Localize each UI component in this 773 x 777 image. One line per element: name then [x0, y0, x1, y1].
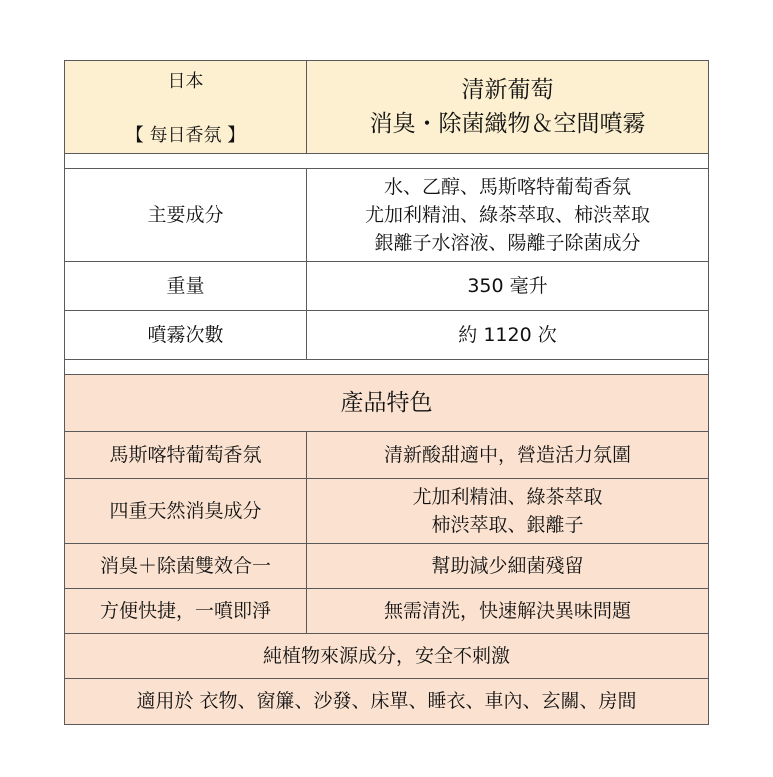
- feature-row: [65, 589, 709, 634]
- product-title-cell: [307, 61, 709, 154]
- feature-name: 四重天然消臭成分: [65, 479, 307, 544]
- usage-row: [65, 679, 709, 725]
- brand-cell: [65, 61, 307, 154]
- product-spec-sheet: [64, 60, 708, 725]
- ingredients-line: 尤加利精油、綠茶萃取、柿渋萃取: [364, 204, 650, 226]
- feature-name: 消臭＋除菌雙效合一: [65, 544, 307, 589]
- plant-note-row: [65, 634, 709, 679]
- feature-description: 清新酸甜適中，營造活力氛圍: [307, 432, 709, 479]
- spacer-cell: [65, 360, 709, 375]
- plant-note: 純植物來源成分，安全不刺激: [65, 634, 709, 679]
- weight-label: 重量: [65, 262, 307, 311]
- feature-description-line: 柿渋萃取、銀離子: [431, 514, 584, 536]
- product-title-line1: 清新葡萄: [461, 77, 554, 103]
- ingredients-value: [307, 169, 709, 262]
- sprays-value: 約 1120 次: [307, 311, 709, 360]
- feature-description: 無需清洗，快速解決異味問題: [307, 589, 709, 634]
- sprays-label: 噴霧次數: [65, 311, 307, 360]
- feature-row: [65, 432, 709, 479]
- features-title-row: [65, 375, 709, 432]
- feature-row: [65, 479, 709, 544]
- ingredients-line: 銀離子水溶液、陽離子除菌成分: [374, 232, 641, 254]
- spacer-cell: [65, 154, 709, 169]
- weight-value: 350 毫升: [307, 262, 709, 311]
- spacer-row: [65, 360, 709, 375]
- spec-table: [64, 60, 709, 725]
- series-label: 【 每日香氛 】: [125, 125, 246, 146]
- origin-label: 日本: [167, 71, 204, 92]
- feature-description-line: 尤加利精油、綠茶萃取: [412, 486, 603, 508]
- sprays-row: [65, 311, 709, 360]
- feature-name: 方便快捷，一噴即淨: [65, 589, 307, 634]
- features-title: 產品特色: [65, 375, 709, 432]
- ingredients-label: 主要成分: [65, 169, 307, 262]
- feature-description: [307, 479, 709, 544]
- ingredients-row: [65, 169, 709, 262]
- header-row: [65, 61, 709, 154]
- feature-description: 幫助減少細菌殘留: [307, 544, 709, 589]
- feature-row: [65, 544, 709, 589]
- weight-row: [65, 262, 709, 311]
- spacer-row: [65, 154, 709, 169]
- ingredients-line: 水、乙醇、馬斯喀特葡萄香氛: [383, 176, 631, 198]
- usage-note: 適用於 衣物、窗簾、沙發、床單、睡衣、車內、玄關、房間: [65, 679, 709, 725]
- product-title-line2: 消臭・除菌織物＆空間噴霧: [369, 111, 646, 137]
- feature-name: 馬斯喀特葡萄香氛: [65, 432, 307, 479]
